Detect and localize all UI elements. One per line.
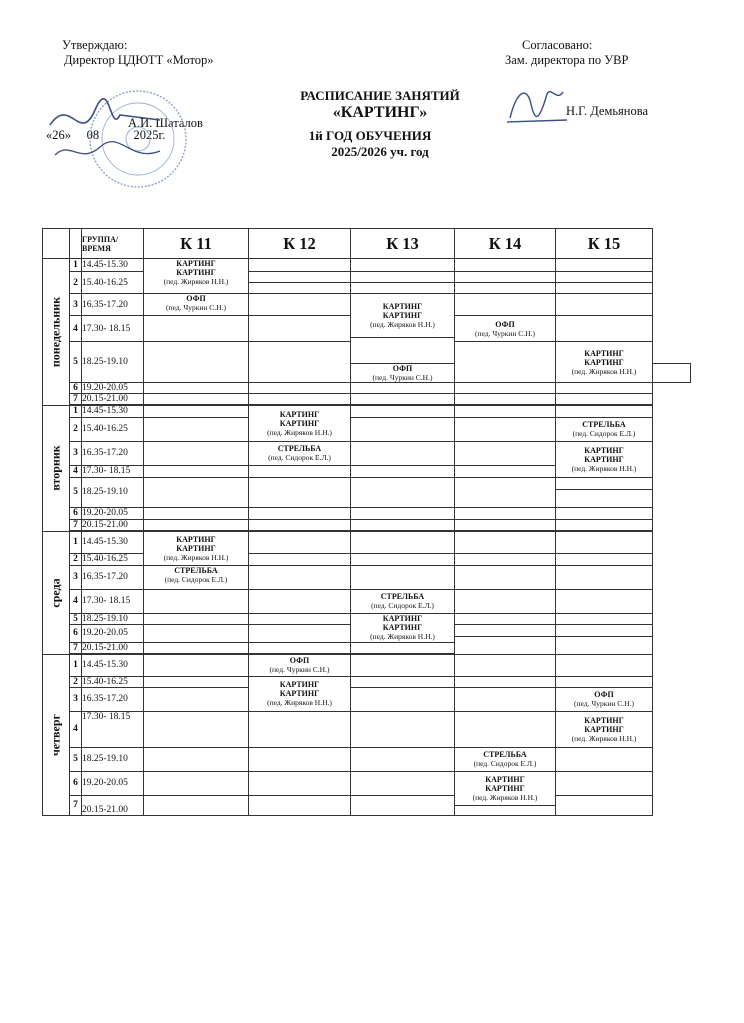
lesson-cell: ОФП (пед. Чуркин С.Н.) <box>556 687 653 711</box>
slot-number: 7 <box>70 795 82 815</box>
lesson-cell: КАРТИНГ КАРТИНГ (пед. Жиряков Н.Н.) <box>556 342 653 383</box>
lesson-cell: КАРТИНГ КАРТИНГ (пед. Жиряков Н.Н.) <box>351 294 455 338</box>
slot-time: 20.15-21.00 <box>82 642 144 654</box>
slot-number: 2 <box>70 676 82 687</box>
approve-position: Директор ЦДЮТТ «Мотор» <box>64 53 214 67</box>
header-day-cell <box>43 229 70 259</box>
slot-time: 17.30- 18.15 <box>82 589 144 613</box>
group-time-header: ГРУППА/ ВРЕМЯ <box>82 229 144 259</box>
title-line3: 1й ГОД ОБУЧЕНИЯ <box>308 128 432 143</box>
slot-number: 3 <box>70 441 82 465</box>
approval-stamp-and-signature <box>40 85 200 197</box>
slot-number: 1 <box>70 405 82 417</box>
col-k12: К 12 <box>249 229 351 259</box>
slot-number: 6 <box>70 383 82 394</box>
slot-number: 5 <box>70 613 82 624</box>
lesson-cell: КАРТИНГ КАРТИНГ (пед. Жиряков Н.Н.) <box>351 613 455 642</box>
agree-name: Н.Г. Демьянова <box>566 104 649 118</box>
slot-time: 14.45-15.30 <box>82 654 144 676</box>
slot-time: 15.40-16.25 <box>82 676 144 687</box>
slot-time: 18.25-19.10 <box>82 747 144 771</box>
lesson-cell: ОФП (пед. Чуркин С.Н.) <box>455 316 556 342</box>
slot-time: 19.20-20.05 <box>82 771 144 795</box>
slot-number: 5 <box>70 342 82 383</box>
col-k15: К 15 <box>556 229 653 259</box>
slot-number: 5 <box>70 477 82 507</box>
slot-time: 14.45-15.30 <box>82 405 144 417</box>
slot-number: 4 <box>70 465 82 477</box>
title-line2: «КАРТИНГ» <box>332 104 428 121</box>
slot-number: 1 <box>70 531 82 553</box>
slot-time: 16.35-17.20 <box>82 441 144 465</box>
slot-time: 18.25-19.10 <box>82 477 144 507</box>
slot-time: 17.30- 18.15 <box>82 711 144 747</box>
slot-number: 2 <box>70 553 82 565</box>
col-k11: К 11 <box>144 229 249 259</box>
lesson-cell: СТРЕЛЬБА (пед. Сидорок Е.Л.) <box>351 589 455 613</box>
slot-time: 20.15-21.00 <box>82 394 144 406</box>
signature <box>505 82 575 130</box>
slot-time: 20.15-21.00 <box>82 519 144 531</box>
lesson-cell: СТРЕЛЬБА (пед. Сидорок Е.Л.) <box>556 417 653 441</box>
slot-time: 19.20-20.05 <box>82 624 144 642</box>
slot-time: 16.35-17.20 <box>82 687 144 711</box>
slot-time: 16.35-17.20 <box>82 565 144 589</box>
day-tuesday: вторник <box>43 405 70 531</box>
title-line4: 2025/2026 уч. год <box>331 144 429 159</box>
slot-number: 6 <box>70 507 82 519</box>
slot-time: 14.45-15.30 <box>82 259 144 272</box>
slot-time: 18.25-19.10 <box>82 342 144 383</box>
slot-number: 7 <box>70 519 82 531</box>
slot-number: 7 <box>70 642 82 654</box>
lesson-cell: СТРЕЛЬБА (пед. Сидорок Е.Л.) <box>455 747 556 771</box>
approve-title: Утверждаю: <box>62 38 128 52</box>
slot-time: 15.40-16.25 <box>82 417 144 441</box>
agree-position: Зам. директора по УВР <box>505 53 629 67</box>
slot-number: 1 <box>70 259 82 272</box>
slot-time: 15.40-16.25 <box>82 272 144 294</box>
lesson-cell: КАРТИНГ КАРТИНГ (пед. Жиряков Н.Н.) <box>144 259 249 294</box>
lesson-cell: СТРЕЛЬБА (пед. Сидорок Е.Л.) <box>144 565 249 589</box>
slot-time: 20.15-21.00 <box>82 795 144 815</box>
slot-time: 18.25-19.10 <box>82 613 144 624</box>
slot-number: 2 <box>70 417 82 441</box>
slot-number: 3 <box>70 565 82 589</box>
schedule-table <box>42 228 691 816</box>
slot-number: 2 <box>70 272 82 294</box>
lesson-cell: СТРЕЛЬБА (пед. Сидорок Е.Л.) <box>249 441 351 465</box>
lesson-cell: ОФП (пед. Чуркин С.Н.) <box>351 364 455 383</box>
lesson-cell: КАРТИНГ КАРТИНГ (пед. Жиряков Н.Н.) <box>455 771 556 805</box>
agree-title: Согласовано: <box>522 38 593 52</box>
approve-name: А.И. Шаталов <box>128 116 203 130</box>
day-monday: понедельник <box>43 259 70 406</box>
slot-number: 4 <box>70 711 82 747</box>
slot-number: 3 <box>70 687 82 711</box>
slot-time: 15.40-16.25 <box>82 553 144 565</box>
lesson-cell: КАРТИНГ КАРТИНГ (пед. Жиряков Н.Н.) <box>556 711 653 747</box>
lesson-cell: КАРТИНГ КАРТИНГ (пед. Жиряков Н.Н.) <box>249 676 351 711</box>
slot-number: 6 <box>70 771 82 795</box>
col-k13: К 13 <box>351 229 455 259</box>
slot-number: 4 <box>70 316 82 342</box>
header-row <box>43 229 691 259</box>
header-num-cell <box>70 229 82 259</box>
slot-number: 3 <box>70 294 82 316</box>
slot-number: 4 <box>70 589 82 613</box>
lesson-cell: ОФП (пед. Чуркин С.Н.) <box>249 654 351 676</box>
lesson-cell: КАРТИНГ КАРТИНГ (пед. Жиряков Н.Н.) <box>249 405 351 441</box>
table-row <box>43 259 691 270</box>
lesson-cell: ОФП (пед. Чуркин С.Н.) <box>144 294 249 316</box>
slot-number: 6 <box>70 624 82 642</box>
title-line1: РАСПИСАНИЕ ЗАНЯТИЙ <box>300 88 460 103</box>
slot-number: 5 <box>70 747 82 771</box>
slot-time: 19.20-20.05 <box>82 383 144 394</box>
slot-number: 1 <box>70 654 82 676</box>
col-k14: К 14 <box>455 229 556 259</box>
slot-time: 16.35-17.20 <box>82 294 144 316</box>
slot-number: 7 <box>70 394 82 406</box>
slot-time: 17.30- 18.15 <box>82 465 144 477</box>
slot-time: 19.20-20.05 <box>82 507 144 519</box>
day-wednesday: среда <box>43 531 70 654</box>
day-thursday: четверг <box>43 654 70 815</box>
lesson-cell: КАРТИНГ КАРТИНГ (пед. Жиряков Н.Н.) <box>556 441 653 477</box>
slot-time: 17.30- 18.15 <box>82 316 144 342</box>
lesson-cell: КАРТИНГ КАРТИНГ (пед. Жиряков Н.Н.) <box>144 531 249 565</box>
slot-time: 14.45-15.30 <box>82 531 144 553</box>
approve-date: «26» 08 2025г. <box>46 128 166 142</box>
